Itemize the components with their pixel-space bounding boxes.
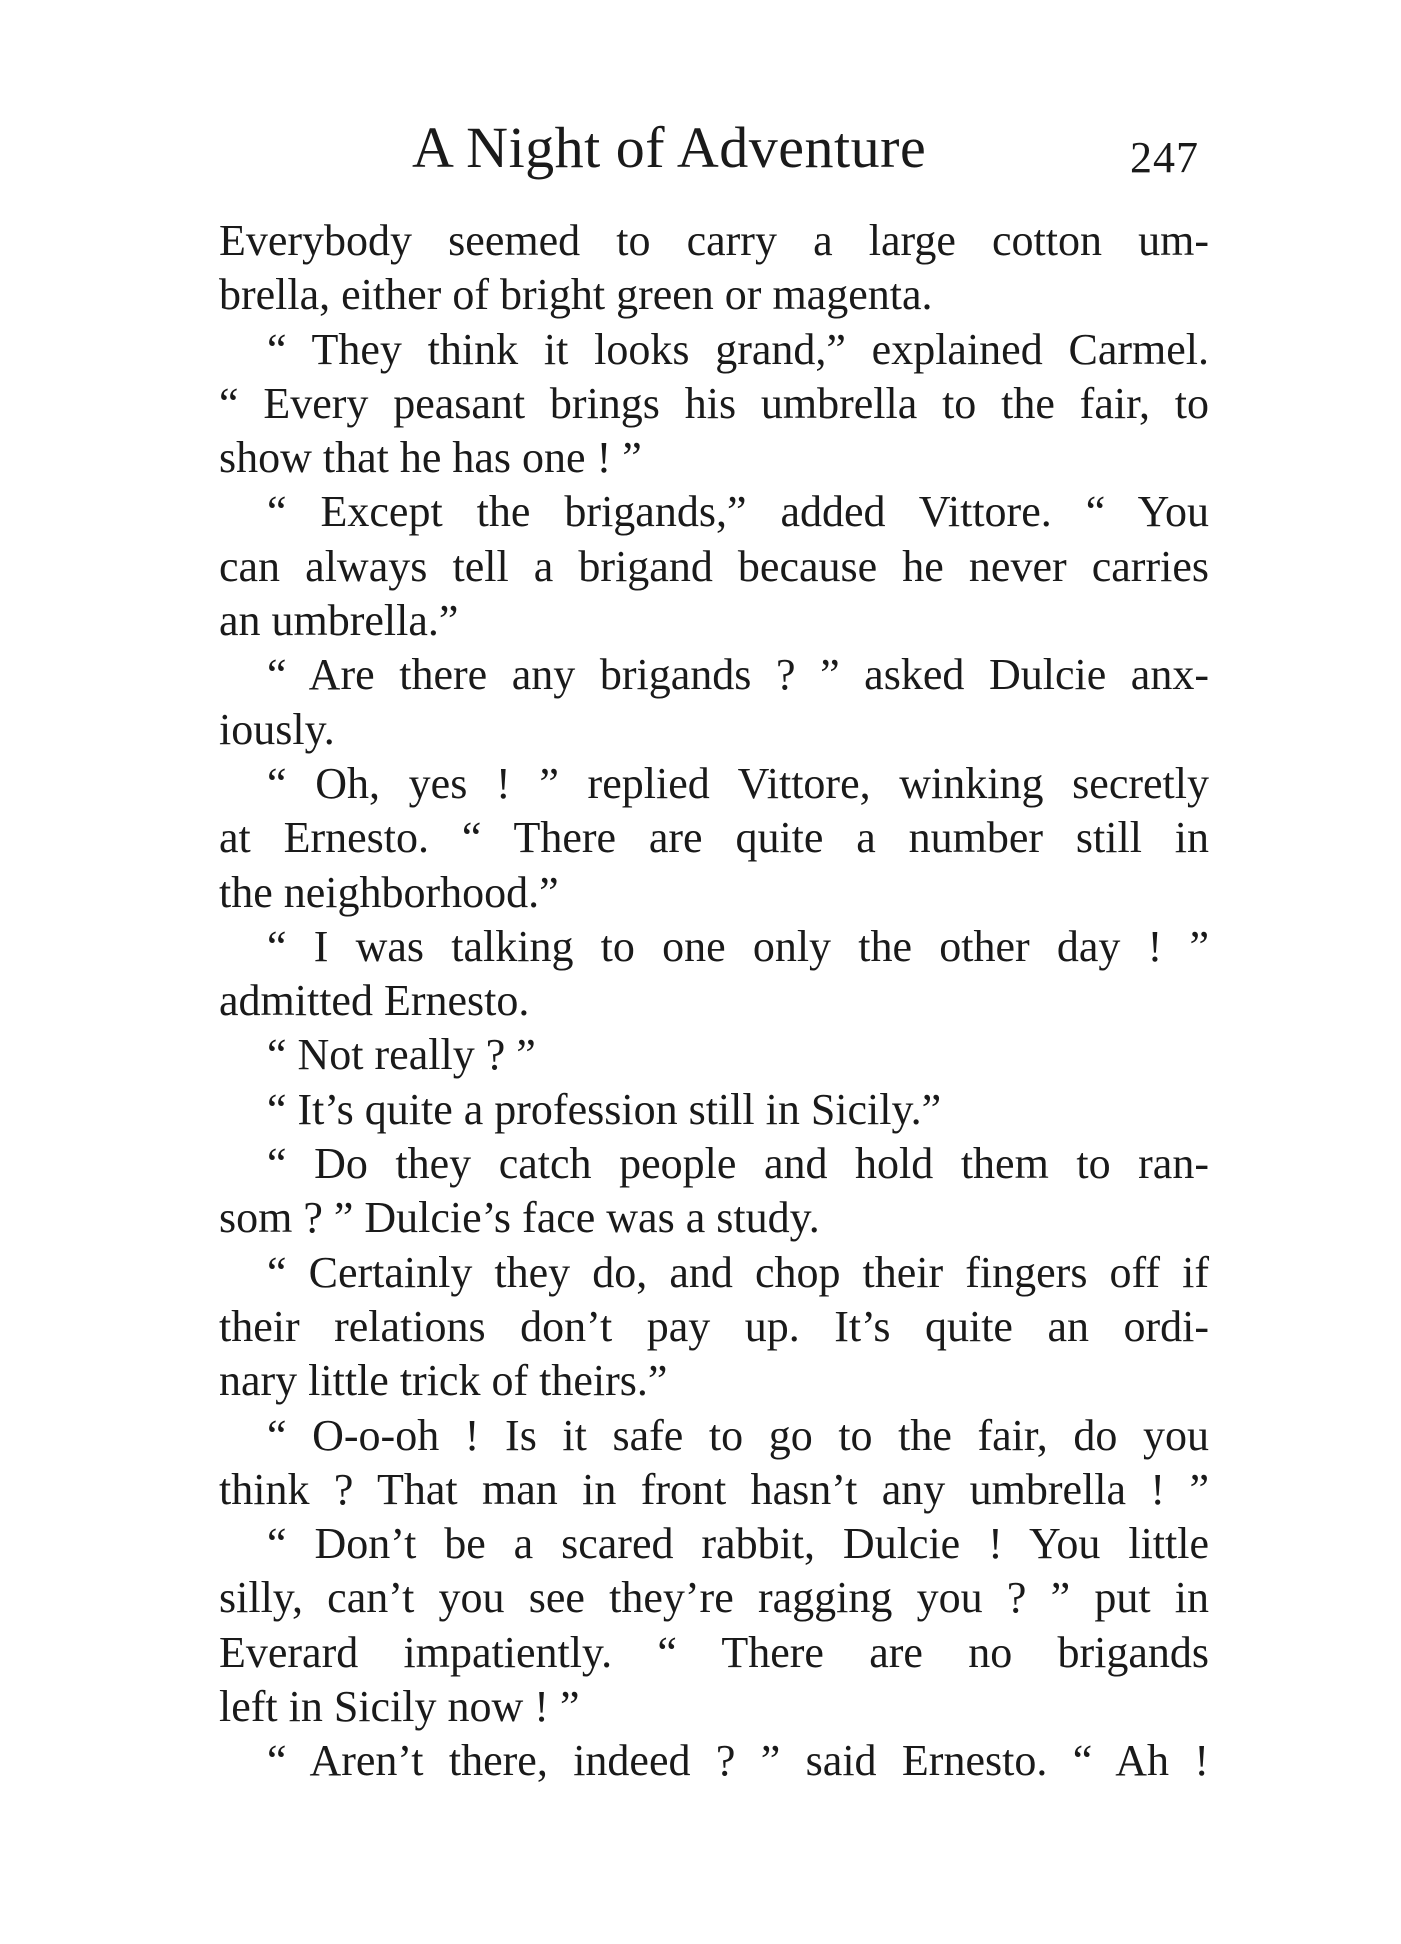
text-line: “ Every peasant brings his umbrella to the fair, to	[219, 378, 1209, 428]
text-line: admitted Ernesto.	[219, 976, 530, 1026]
text-line: “ Do they catch people and hold them to ran-	[267, 1139, 1209, 1189]
text-line: “ I was talking to one only the other day ! ”	[267, 921, 1209, 971]
text-line: “ Oh, yes ! ” replied Vittore, winking secretly	[267, 758, 1209, 808]
text-line: Everard impatiently. “ There are no brigands	[219, 1627, 1209, 1677]
text-line: can always tell a brigand because he never carries	[219, 541, 1209, 591]
text-line: the neighborhood.”	[219, 867, 559, 917]
text-line: their relations don’t pay up. It’s quite an ordi-	[219, 1301, 1209, 1351]
text-line: “ Don’t be a scared rabbit, Dulcie ! You little	[267, 1519, 1209, 1569]
text-line: think ? That man in front hasn’t any umbrella ! ”	[219, 1464, 1209, 1514]
text-line: “ Are there any brigands ? ” asked Dulcie anx-	[267, 650, 1209, 700]
text-line: “ Certainly they do, and chop their fingers off if	[267, 1247, 1209, 1297]
text-line: an umbrella.”	[219, 596, 459, 646]
running-head	[412, 108, 1212, 188]
chapter-title: A Night of Adventure	[412, 115, 927, 180]
page-number: 247	[1130, 133, 1199, 182]
text-line: som ? ” Dulcie’s face was a study.	[219, 1193, 820, 1243]
text-line: “ It’s quite a profession still in Sicily.”	[267, 1084, 942, 1134]
text-line: silly, can’t you see they’re ragging you ? ” put in	[219, 1573, 1209, 1623]
body-text	[219, 214, 1209, 1789]
text-line: brella, either of bright green or magenta.	[219, 270, 933, 320]
text-line: show that he has one ! ”	[219, 433, 642, 483]
text-line: “ They think it looks grand,” explained Carmel.	[267, 324, 1209, 374]
text-line: “ O-o-oh ! Is it safe to go to the fair, do you	[267, 1410, 1209, 1460]
text-line: “ Aren’t there, indeed ? ” said Ernesto. “ Ah !	[267, 1736, 1209, 1786]
text-line: Everybody seemed to carry a large cotton um-	[219, 216, 1209, 265]
text-line: left in Sicily now ! ”	[219, 1682, 580, 1732]
text-line: “ Not really ? ”	[267, 1030, 536, 1080]
text-line: iously.	[219, 704, 335, 754]
text-line: “ Except the brigands,” added Vittore. “ You	[267, 487, 1209, 537]
text-line: nary little trick of theirs.”	[219, 1356, 668, 1406]
text-line: at Ernesto. “ There are quite a number still in	[219, 813, 1209, 863]
